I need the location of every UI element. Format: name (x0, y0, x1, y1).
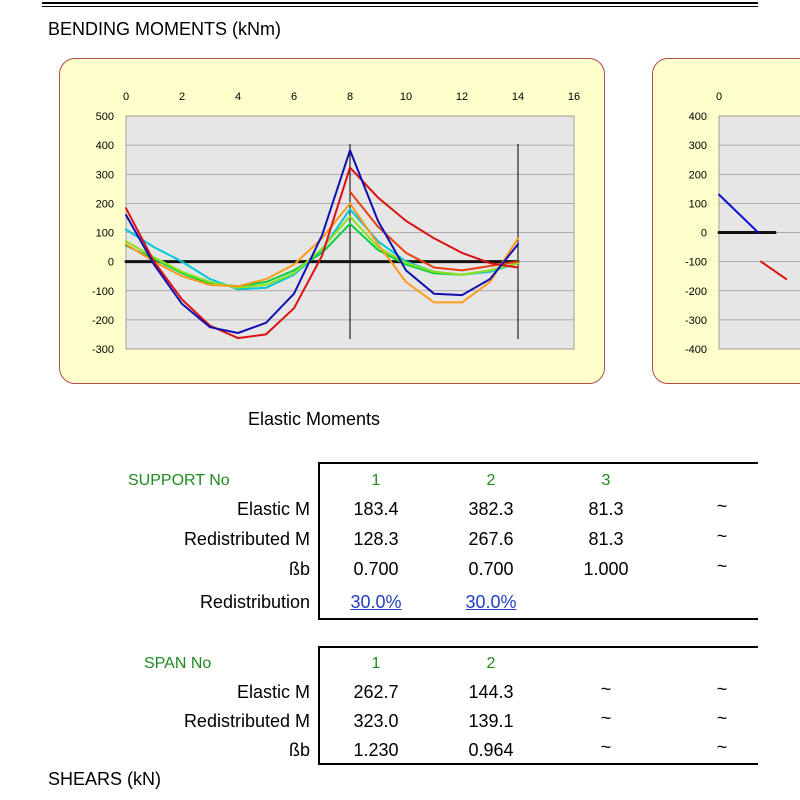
y-tick-label: 100 (688, 198, 707, 211)
support-cell: 183.4 (353, 499, 399, 519)
support-table-bottom-border (318, 618, 758, 620)
span-cell: ~ (716, 708, 728, 728)
support-cell: 382.3 (468, 499, 514, 519)
span-cell: ~ (600, 679, 612, 699)
support-row-label: Redistributed M (183, 529, 310, 549)
support-table-left-border (318, 462, 320, 619)
support-row-label: ßb (288, 559, 310, 579)
y-tick-label: 0 (700, 227, 707, 240)
redistribution-label: Redistribution (199, 592, 310, 612)
support-cell: 128.3 (353, 529, 399, 549)
y-tick-label: -200 (684, 285, 707, 298)
bending-moment-chart-2 (653, 59, 800, 383)
top-rule-thick (42, 2, 758, 4)
y-tick-label: 400 (95, 140, 114, 153)
x-tick-label: 10 (399, 91, 413, 103)
span-cell: 262.7 (353, 682, 399, 702)
support-column-1: 1 (371, 472, 381, 489)
redistribution-link-1[interactable]: 30.0% (350, 592, 402, 612)
span-row-label: ßb (288, 740, 310, 760)
bending-moment-chart-frame (59, 58, 605, 384)
bending-moment-chart (60, 59, 604, 383)
y-tick-label: 0 (107, 256, 114, 269)
y-tick-label: -300 (684, 314, 707, 327)
y-tick-label: 300 (688, 140, 707, 153)
support-cell: ~ (716, 526, 728, 546)
support-cell: ~ (716, 556, 728, 576)
support-cell: ~ (716, 496, 728, 516)
section-heading-bending-moments: BENDING MOMENTS (kNm) (48, 19, 281, 39)
span-cell: 139.1 (468, 711, 514, 731)
span-row-label: Elastic M (236, 682, 310, 702)
y-tick-label: 500 (95, 111, 114, 123)
support-column-2: 2 (486, 472, 496, 489)
y-tick-label: -100 (91, 285, 114, 298)
span-cell: 1.230 (353, 740, 399, 760)
y-tick-label: 300 (95, 169, 114, 182)
y-tick-label: 200 (95, 198, 114, 211)
span-table-left-border (318, 646, 320, 764)
span-table-bottom-border (318, 763, 758, 765)
support-cell: 1.000 (583, 559, 629, 579)
support-cell: 267.6 (468, 529, 514, 549)
x-tick-label: 16 (567, 91, 581, 103)
support-cell: 81.3 (588, 499, 624, 519)
span-cell: 0.964 (468, 740, 514, 760)
y-tick-label: 100 (95, 227, 114, 240)
support-cell: 0.700 (468, 559, 514, 579)
x-tick-label: 4 (234, 91, 242, 103)
x-tick-label: 6 (290, 91, 298, 103)
span-cell: ~ (716, 679, 728, 699)
y-tick-label: -100 (684, 256, 707, 269)
support-row-label: Elastic M (236, 499, 310, 519)
y-tick-label: 400 (688, 111, 707, 123)
span-column-2: 2 (486, 655, 496, 672)
section-heading-shears: SHEARS (kN) (48, 769, 162, 789)
support-table-top-border (318, 462, 758, 464)
span-cell: 323.0 (353, 711, 399, 731)
span-table-header-label: SPAN No (144, 655, 212, 672)
span-column-1: 1 (371, 655, 381, 672)
span-cell: ~ (600, 737, 612, 757)
chart-caption: Elastic Moments (248, 409, 381, 429)
support-cell: 81.3 (588, 529, 624, 549)
y-tick-label: -200 (91, 314, 114, 327)
x-tick-label: 14 (511, 91, 525, 103)
span-cell: ~ (716, 737, 728, 757)
y-tick-label: 200 (688, 169, 707, 182)
support-table-header-label: SUPPORT No (128, 472, 230, 489)
span-cell: 144.3 (468, 682, 514, 702)
support-cell: 0.700 (353, 559, 399, 579)
x-tick-label: 8 (346, 91, 354, 103)
y-tick-label: -300 (91, 344, 114, 356)
x-tick-label: 2 (178, 91, 186, 103)
span-row-label: Redistributed M (183, 711, 310, 731)
y-tick-label: -400 (684, 344, 707, 356)
redistribution-link-2[interactable]: 30.0% (465, 592, 517, 612)
x-tick-label: 0 (715, 91, 723, 103)
support-column-3: 3 (601, 472, 611, 489)
x-tick-label: 12 (455, 91, 469, 103)
span-cell: ~ (600, 708, 612, 728)
x-tick-label: 0 (122, 91, 130, 103)
top-rule-thin (42, 6, 758, 7)
span-table-top-border (318, 646, 758, 648)
bending-moment-chart-2-frame (652, 58, 800, 384)
